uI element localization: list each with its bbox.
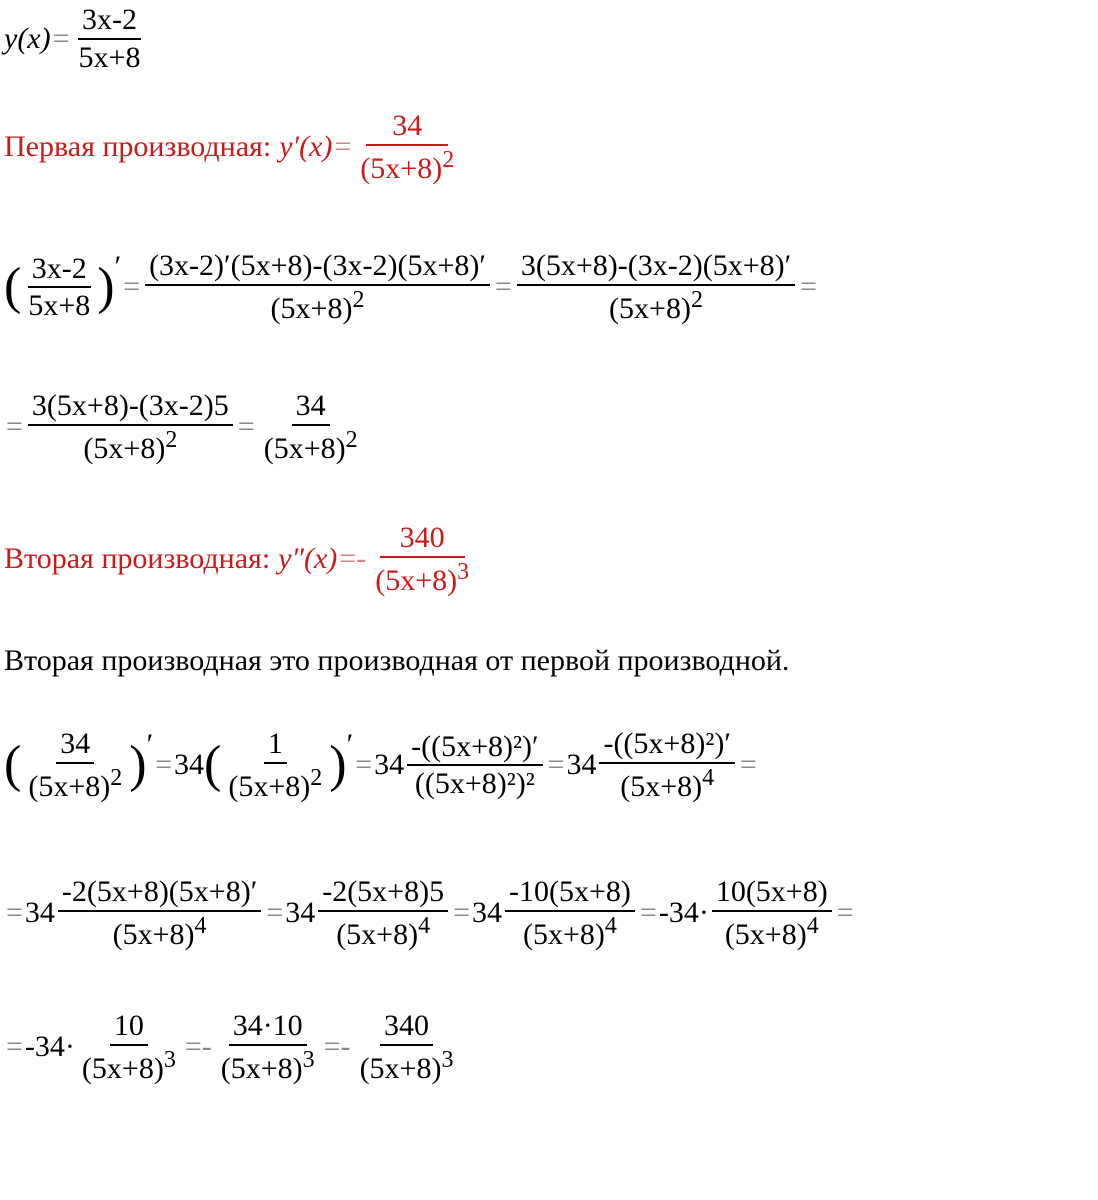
open-paren: ( [4,736,22,793]
reciprocal-fraction [224,728,326,802]
prime-mark: ′ [114,250,122,283]
quotient-fraction [24,253,94,322]
fraction-numerator: 340 [380,522,465,558]
chain-rule-fraction [407,731,542,800]
fraction-denominator [721,912,823,951]
first-derivative-lhs: y′(x) [279,130,333,163]
equals-sign: = [266,896,284,929]
fraction-denominator: 5x+8 [78,40,141,74]
denominator-base: (5x+8) [270,291,353,325]
denominator-exponent: 2 [165,426,178,453]
final-fraction [356,1010,458,1084]
denominator-exponent: 2 [352,286,365,313]
fraction-numerator: 34 [366,110,448,146]
fraction-numerator: 10 [110,1010,148,1046]
denominator-exponent: 2 [442,146,455,173]
fraction-numerator: 10(5x+8) [712,876,832,912]
denominator-exponent: 4 [604,912,617,939]
coefficient: 34 [472,896,503,929]
fraction-b [318,876,448,950]
close-paren: ) [329,736,347,793]
fraction-denominator [356,146,458,185]
denominator-exponent: 3 [163,1046,176,1073]
fraction-a [58,876,261,950]
negative-coefficient: -34· [658,896,709,929]
explanation-note [4,644,789,678]
second-derivative-fraction [371,522,473,596]
denominator-base: (5x+8) [83,431,166,465]
denominator-base: (5x+8) [228,769,311,803]
denominator-base: (5x+8) [360,151,443,185]
fraction-numerator: -10(5x+8) [505,876,635,912]
fraction-d [712,876,832,950]
denominator-base: (5x+8) [609,291,691,325]
denominator-base: (5x+8) [724,917,807,951]
simplified-fraction [517,250,795,324]
fraction-numerator: 3x-2 [28,253,91,289]
fraction-numerator: 340 [380,1010,433,1046]
fraction-denominator [109,912,211,951]
denominator-exponent: 3 [441,1046,454,1073]
close-paren: ) [97,258,115,315]
equals-sign: = [547,748,565,781]
fraction-denominator: 5x+8 [28,289,91,322]
fraction-denominator [616,764,718,803]
equals-sign: = [334,130,352,163]
equals-sign: = [52,21,70,55]
power-fraction [599,728,734,802]
fraction-numerator: 34·10 [229,1010,307,1046]
fraction-numerator: -((5x+8)²)′ [407,731,542,767]
equals-minus-sign: =- [323,1030,351,1063]
prime-mark: ′ [346,728,354,761]
denominator-exponent: 4 [806,912,819,939]
equals-sign: = [494,270,512,303]
equals-sign: = [6,896,23,929]
denominator-base: (5x+8) [81,1051,164,1085]
fraction-denominator [224,764,326,803]
denominator-base: (5x+8) [112,917,195,951]
fraction-c [505,876,635,950]
second-derivative-step-2 [4,876,856,950]
function-definition [4,4,147,73]
coefficient: 34 [374,748,405,781]
prime-mark: ′ [146,728,154,761]
fraction-denominator [78,1046,180,1085]
fraction-denominator [356,1046,458,1085]
equals-sign: = [739,748,757,781]
denominator-base: (5x+8) [336,917,419,951]
second-derivative-step-3 [4,1010,460,1084]
negative-coefficient: -34· [24,1030,75,1063]
close-paren: ) [129,736,147,793]
function-fraction [75,4,145,73]
open-paren: ( [4,258,22,315]
function-lhs: y(x) [4,21,51,55]
equals-sign: = [155,748,173,781]
fraction-numerator: 3x-2 [78,4,141,40]
equals-sign: = [355,748,373,781]
denominator-base: (5x+8) [375,563,458,597]
first-derivative-fraction [24,728,126,802]
equals-sign: = [6,1030,23,1063]
fraction-denominator [24,764,126,803]
equals-sign: = [6,410,23,443]
first-derivative-step-1 [4,250,819,324]
denominator-base: (5x+8) [28,769,111,803]
equals-sign: = [836,896,854,929]
denominator-base: (5x+8) [263,431,346,465]
fraction-numerator: -((5x+8)²)′ [599,728,734,764]
fraction-numerator: 34 [56,728,94,764]
coefficient: 34 [174,748,205,781]
fraction-numerator: 3(5x+8)-(3x-2)5 [28,390,233,426]
equals-minus-sign: =- [339,542,367,575]
fraction-denominator [332,912,434,951]
fraction-denominator [267,286,369,325]
note-text: Вторая производная это производная от первой производной. [4,644,790,677]
denominator-exponent: 4 [194,912,207,939]
fraction-denominator [519,912,621,951]
fraction-numerator: 34 [292,390,330,426]
fraction-denominator [371,558,473,597]
denominator-exponent: 2 [110,764,123,791]
first-derivative-result [4,110,461,184]
equals-sign: = [800,270,818,303]
denominator-exponent: 3 [302,1046,315,1073]
fraction-numerator: 1 [264,728,287,764]
fraction-b [217,1010,319,1084]
second-derivative-lhs: y″(x) [278,542,338,575]
denominator-exponent: 2 [345,426,358,453]
equals-sign: = [639,896,657,929]
coefficient: 34 [24,896,55,929]
equals-sign: = [453,896,471,929]
fraction-denominator [260,426,362,465]
second-derivative-label: Вторая производная: [4,542,271,575]
fraction-denominator [79,426,181,465]
equals-sign: = [237,410,255,443]
fraction-denominator [605,286,707,325]
fraction-denominator: ((5x+8)²)² [414,767,535,800]
denominator-exponent: 4 [418,912,431,939]
fraction-numerator: -2(5x+8)(5x+8)′ [58,876,261,912]
coefficient: 34 [566,748,597,781]
second-derivative-result [4,522,476,596]
denominator-base: (5x+8) [359,1051,442,1085]
first-derivative-fraction [356,110,458,184]
quotient-rule-fraction [145,250,490,324]
equals-sign: = [123,270,141,303]
denominator-base: (5x+8) [523,917,605,951]
fraction-a [78,1010,180,1084]
denominator-base: (5x+8) [620,769,703,803]
denominator-base: (5x+8) [220,1051,303,1085]
open-paren: ( [204,736,222,793]
fraction-numerator: (3x-2)′(5x+8)-(3x-2)(5x+8)′ [145,250,490,286]
expanded-fraction [28,390,233,464]
coefficient: 34 [285,896,316,929]
fraction-denominator [217,1046,319,1085]
denominator-exponent: 3 [457,558,470,585]
second-derivative-step-1 [4,728,759,802]
fraction-numerator: -2(5x+8)5 [318,876,448,912]
denominator-exponent: 2 [310,764,323,791]
denominator-exponent: 4 [702,764,715,791]
equals-minus-sign: =- [184,1030,212,1063]
first-derivative-step-2 [4,390,365,464]
first-derivative-label: Первая производная: [4,130,272,163]
denominator-exponent: 2 [690,286,703,313]
result-fraction [260,390,362,464]
fraction-numerator: 3(5x+8)-(3x-2)(5x+8)′ [517,250,795,286]
